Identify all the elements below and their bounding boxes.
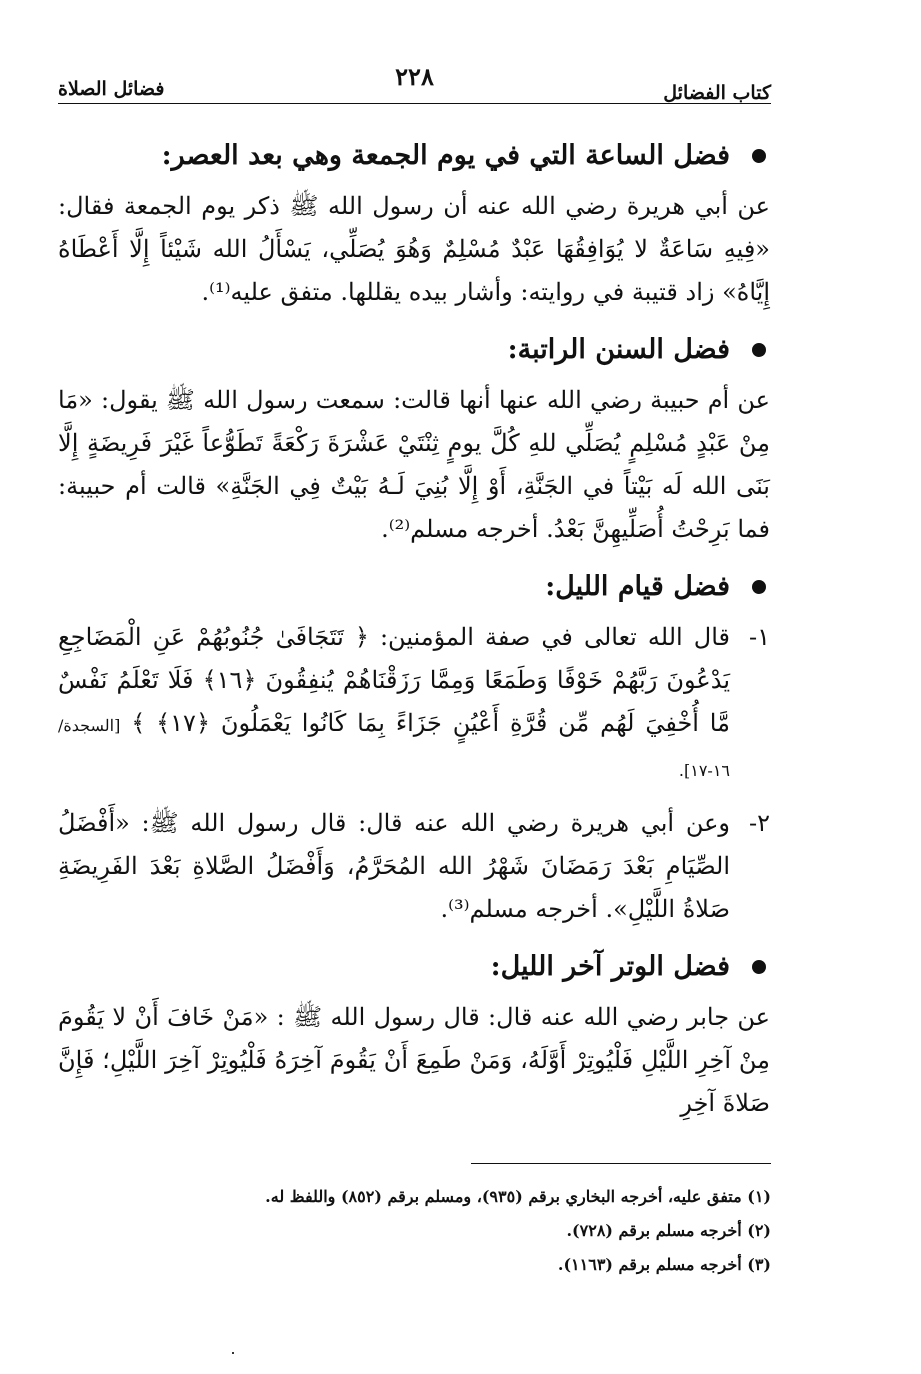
paragraph: عن أبي هريرة رضي الله عنه أن رسول الله ﷺ ذكر يوم الجمعة فقال: «فِيهِ سَاعَةٌ لا يُوَافِقُهَا عَبْدٌ مُسْلِمٌ وَهُوَ يُصَلِّي، يَسْأَلُ الله شَيْئاً إِلَّا أَعْطَاهُ إِيَّاهُ» زاد قتيبة في روايته: وأشار بيده يقللها. متفق عليه⁽¹⁾. <box>58 192 770 306</box>
numbered-item <box>58 616 770 792</box>
book-title: كتاب الفضائل <box>663 82 771 104</box>
bullet-icon <box>752 580 766 594</box>
section-heading <box>58 140 770 171</box>
numbered-item <box>58 802 770 931</box>
header-divider <box>58 103 771 104</box>
section-witr-prayer <box>58 951 770 1125</box>
item-number: ١- <box>749 623 770 651</box>
section-night-prayer <box>58 571 770 931</box>
section-heading-text: فضل الساعة التي في يوم الجمعة وهي بعد العصر: <box>161 140 730 171</box>
section-heading <box>58 571 770 602</box>
chapter-title: فضائل الصلاة <box>58 78 165 100</box>
page-number: ٢٢٨ <box>395 62 434 91</box>
footnote: (٣) أخرجه مسلم برقم (١١٦٣). <box>557 1255 771 1274</box>
footnote: (١) متفق عليه، أخرجه البخاري برقم (٩٣٥)، ومسلم برقم (٨٥٢) واللفظ له. <box>265 1187 771 1206</box>
item-number: ٢- <box>749 809 770 837</box>
footnote: (٢) أخرجه مسلم برقم (٧٢٨). <box>566 1221 771 1240</box>
bullet-icon <box>752 960 766 974</box>
section-friday-hour <box>58 140 770 314</box>
footnotes <box>131 1180 771 1282</box>
paragraph: عن جابر رضي الله عنه قال: قال رسول الله ﷺ : «مَنْ خَافَ أَنْ لا يَقُومَ مِنْ آخِرِ اللَّيْلِ فَلْيُوتِرْ أَوَّلَهُ، وَمَنْ طَمِعَ أَنْ يَقُومَ آخِرَهُ فَلْيُوتِرْ آخِرَ اللَّيْلِ؛ فَإِنَّ صَلاةَ آخِرِ <box>58 1003 770 1117</box>
section-heading <box>58 951 770 982</box>
section-sunnah-prayers <box>58 334 770 551</box>
verse-reference: [السجدة/ ١٦-١٧]. <box>58 716 730 780</box>
quran-verse: قال الله تعالى في صفة المؤمنين: ﴿ تَتَجَافَىٰ جُنُوبُهُمْ عَنِ الْمَضَاجِعِ يَدْعُونَ رَبَّهُمْ خَوْفًا وَطَمَعًا وَمِمَّا رَزَقْنَاهُمْ يُنفِقُونَ ﴿١٦﴾ فَلَا تَعْلَمُ نَفْسٌ مَّا أُخْفِيَ لَهُم مِّن قُرَّةِ أَعْيُنٍ جَزَاءً بِمَا كَانُوا يَعْمَلُونَ ﴿١٧﴾ ﴾ <box>58 623 731 737</box>
section-heading-text: فضل قيام الليل: <box>545 571 730 602</box>
bullet-icon <box>752 149 766 163</box>
bullet-icon <box>752 343 766 357</box>
page-header <box>58 62 771 102</box>
section-heading <box>58 334 770 365</box>
page-body <box>58 140 770 1145</box>
section-heading-text: فضل السنن الراتبة: <box>507 334 730 365</box>
section-heading-text: فضل الوتر آخر الليل: <box>490 951 730 982</box>
footnote-divider <box>471 1163 771 1164</box>
item-text: وعن أبي هريرة رضي الله عنه قال: قال رسول الله ﷺ: «أَفْضَلُ الصِّيَامِ بَعْدَ رَمَضَانَ شَهْرُ الله المُحَرَّمُ، وَأَفْضَلُ الصَّلاةِ بَعْدَ الفَرِيضَةِ صَلاةُ اللَّيْلِ». أخرجه مسلم⁽³⁾. <box>58 809 730 923</box>
scan-speck <box>232 1352 234 1354</box>
paragraph: عن أم حبيبة رضي الله عنها أنها قالت: سمعت رسول الله ﷺ يقول: «مَا مِنْ عَبْدٍ مُسْلِمٍ يُصَلِّي للهِ كُلَّ يومٍ ثِنْتَيْ عَشْرَةَ رَكْعَةً تَطَوُّعاً غَيْرَ فَرِيضَةٍ إِلَّا بَنَى الله لَه بَيْتاً في الجَنَّةِ، أَوْ إِلَّا بُنِيَ لَـهُ بَيْتٌ فِي الجَنَّةِ» قالت أم حبيبة: فما بَرِحْتُ أُصَلِّيهِنَّ بَعْدُ. أخرجه مسلم⁽²⁾. <box>58 386 770 543</box>
item-text <box>58 616 730 792</box>
